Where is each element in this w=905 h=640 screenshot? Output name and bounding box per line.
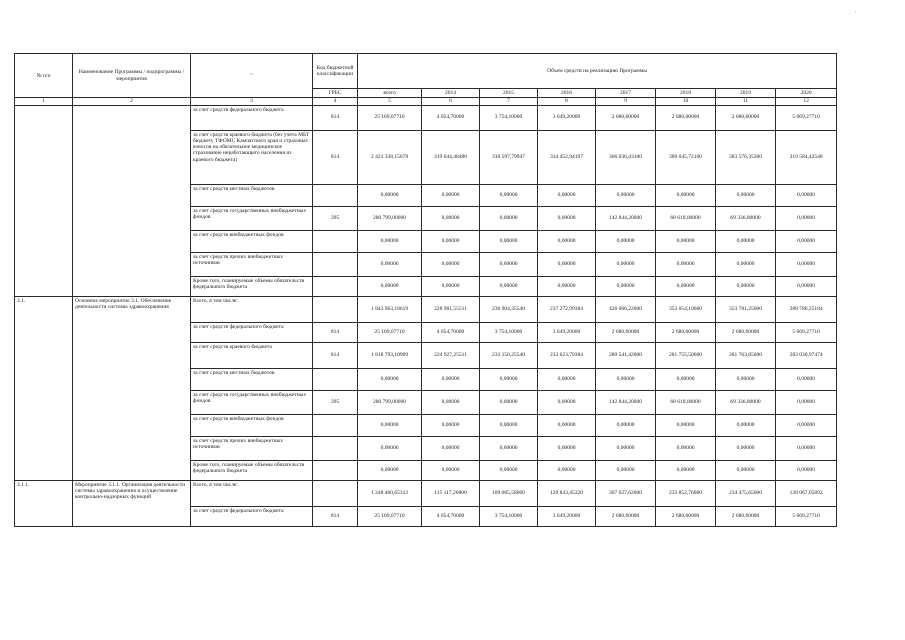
value-year: 142 844,20000: [596, 206, 656, 230]
value-year: 2 680,60000: [716, 506, 776, 526]
grbs-code: [313, 436, 358, 460]
value-year: 0,00000: [596, 230, 656, 252]
value-year: 0,00000: [716, 436, 776, 460]
value-year: 0,00000: [422, 276, 480, 296]
header-year: 2020: [776, 89, 837, 98]
value-year: 2 680,60000: [596, 105, 656, 130]
value-year: 0,00000: [480, 368, 538, 390]
funding-source: за счет средств федерального бюджета: [191, 322, 313, 342]
value-year: 0,00000: [538, 460, 596, 480]
value-year: 383 576,35300: [716, 130, 776, 184]
value-year: 2 680,60000: [656, 506, 716, 526]
value-year: 280 541,42000: [596, 342, 656, 368]
funding-source: Всего, в том числе:: [191, 296, 313, 322]
value-year: 5 669,27710: [776, 105, 837, 130]
funding-source: за счет средств прочих внебюджетных источников: [191, 252, 313, 276]
grbs-code: [313, 230, 358, 252]
value-total: 280 799,00000: [358, 206, 422, 230]
column-number: 4: [313, 98, 358, 105]
value-year: 0,00000: [538, 252, 596, 276]
value-total: 0,00000: [358, 414, 422, 436]
value-total: 25 169,07710: [358, 506, 422, 526]
value-year: 3 754,10000: [480, 105, 538, 130]
value-year: 0,00000: [776, 460, 837, 480]
value-year: 281 763,85000: [716, 342, 776, 368]
value-year: 0,00000: [596, 184, 656, 206]
value-year: 0,00000: [422, 390, 480, 414]
funding-source: за счет средств государственных внебюджетных фондов: [191, 206, 313, 230]
column-number-row: [15, 98, 837, 105]
value-year: 353 054,10600: [656, 296, 716, 322]
value-year: 234 475,65000: [716, 480, 776, 506]
value-year: 0,00000: [776, 276, 837, 296]
value-year: 2 680,60000: [656, 105, 716, 130]
value-year: 115 117,26800: [422, 480, 480, 506]
value-total: 280 799,00000: [358, 390, 422, 414]
header-year: 2018: [656, 89, 716, 98]
grbs-code: 814: [313, 130, 358, 184]
column-number: 5: [358, 98, 422, 105]
value-year: 0,00000: [422, 368, 480, 390]
table-row: [15, 296, 837, 322]
program-funding-table: [14, 53, 837, 527]
row-number: 3.1.: [15, 296, 73, 480]
value-year: 0,00000: [596, 436, 656, 460]
funding-source: за счет средств федерального бюджета: [191, 105, 313, 130]
grbs-code: [313, 368, 358, 390]
value-year: 128 067,05892: [776, 480, 837, 506]
value-year: 4 054,70000: [422, 105, 480, 130]
value-total: 0,00000: [358, 368, 422, 390]
value-year: 0,00000: [538, 436, 596, 460]
header-year: 2014: [422, 89, 480, 98]
value-year: 2 680,60000: [596, 506, 656, 526]
value-total: 0,00000: [358, 252, 422, 276]
column-number: 3: [191, 98, 313, 105]
value-year: 0,00000: [480, 230, 538, 252]
value-year: 0,00000: [716, 276, 776, 296]
value-year: 353 781,25000: [716, 296, 776, 322]
value-year: 0,00000: [776, 184, 837, 206]
value-year: 2 680,60000: [716, 105, 776, 130]
value-year: 237 272,99384: [538, 296, 596, 322]
value-year: 0,00000: [776, 206, 837, 230]
funding-source: за счет средств федерального бюджета: [191, 506, 313, 526]
value-year: 0,00000: [538, 368, 596, 390]
funding-source: за счет средств прочих внебюджетных источников: [191, 436, 313, 460]
column-number: 6: [422, 98, 480, 105]
row-number: 3.1.1.: [15, 480, 73, 526]
value-total: 1 248 460,65312: [358, 480, 422, 506]
value-year: 236 904,35540: [480, 296, 538, 322]
value-year: 0,00000: [596, 276, 656, 296]
value-year: 0,00000: [716, 184, 776, 206]
value-year: 3 754,10000: [480, 506, 538, 526]
table-row: [15, 105, 837, 130]
value-year: 0,00000: [716, 460, 776, 480]
column-number: 2: [73, 98, 191, 105]
value-year: 0,00000: [480, 460, 538, 480]
value-year: 69 336,80000: [716, 390, 776, 414]
value-year: 0,00000: [422, 414, 480, 436]
value-total: 0,00000: [358, 460, 422, 480]
header-source: ": [191, 54, 313, 98]
value-year: 224 927,25511: [422, 342, 480, 368]
grbs-code: 395: [313, 206, 358, 230]
grbs-code: [313, 276, 358, 296]
header-year: 2017: [596, 89, 656, 98]
header-code: Код бюджетной классификации: [313, 54, 358, 89]
funding-source: за счет средств местных бюджетов: [191, 184, 313, 206]
funding-source: Кроме того, планируемые объемы обязательств федерального бюджета: [191, 460, 313, 480]
value-year: 0,00000: [538, 230, 596, 252]
value-year: 0,00000: [776, 414, 837, 436]
value-year: 233 852,76000: [656, 480, 716, 506]
value-total: 1 818 793,10909: [358, 342, 422, 368]
value-year: 69 336,80000: [716, 206, 776, 230]
row-name: Основное мероприятие 3.1. Обеспечение деятельности системы здравоохранения: [73, 296, 191, 480]
value-year: 288 780,25184: [776, 296, 837, 322]
value-year: 0,00000: [776, 390, 837, 414]
value-year: 281 755,50600: [656, 342, 716, 368]
corner-mark: .: [855, 8, 857, 14]
value-year: 2 680,60000: [596, 322, 656, 342]
value-year: 0,00000: [480, 184, 538, 206]
value-year: 0,00000: [422, 436, 480, 460]
grbs-code: 395: [313, 390, 358, 414]
value-year: 2 680,60000: [656, 322, 716, 342]
value-total: 1 843 963,18619: [358, 296, 422, 322]
value-year: 283 030,97474: [776, 342, 837, 368]
funding-source: за счет средств внебюджетных фондов: [191, 230, 313, 252]
funding-source: Всего, в том числе:: [191, 480, 313, 506]
value-year: 426 066,22000: [596, 296, 656, 322]
grbs-code: [313, 184, 358, 206]
funding-source: за счет средств внебюджетных фондов: [191, 414, 313, 436]
funding-source: за счет средств местных бюджетов: [191, 368, 313, 390]
header-volume: Объем средств на реализацию Программы: [358, 54, 837, 89]
column-number: 11: [716, 98, 776, 105]
header-total: всего: [358, 89, 422, 98]
value-total: 25 169,07710: [358, 322, 422, 342]
value-year: 2 680,60000: [716, 322, 776, 342]
grbs-code: [313, 460, 358, 480]
value-year: 0,00000: [480, 390, 538, 414]
row-name: Мероприятие 3.1.1. Организация деятельности системы здравоохранения и осуществление контрольно-надзорных функций: [73, 480, 191, 526]
value-year: 307 027,62000: [596, 480, 656, 506]
value-year: 0,00000: [480, 276, 538, 296]
value-year: 5 669,27710: [776, 322, 837, 342]
value-year: 0,00000: [422, 252, 480, 276]
header-year: 2015: [480, 89, 538, 98]
funding-source: за счет средств государственных внебюджетных фондов: [191, 390, 313, 414]
value-year: 0,00000: [656, 252, 716, 276]
value-year: 0,00000: [422, 206, 480, 230]
value-year: 233 150,25540: [480, 342, 538, 368]
value-year: 5 669,27710: [776, 506, 837, 526]
value-year: 68 618,00000: [656, 206, 716, 230]
value-year: 0,00000: [776, 252, 837, 276]
value-year: 3 649,20000: [538, 105, 596, 130]
column-number: 7: [480, 98, 538, 105]
value-year: 0,00000: [596, 368, 656, 390]
value-year: 0,00000: [480, 252, 538, 276]
value-year: 389 045,72100: [656, 130, 716, 184]
value-year: 3 649,20000: [538, 322, 596, 342]
value-year: 3 649,20000: [538, 506, 596, 526]
funding-source: Кроме того, планируемые объемы обязательств федерального бюджета: [191, 276, 313, 296]
value-year: 0,00000: [538, 276, 596, 296]
grbs-code: [313, 252, 358, 276]
column-number: 1: [15, 98, 73, 105]
value-year: 319 644,48486: [422, 130, 480, 184]
value-year: 109 085,58000: [480, 480, 538, 506]
value-year: 0,00000: [538, 206, 596, 230]
value-year: 0,00000: [716, 414, 776, 436]
value-total: 0,00000: [358, 436, 422, 460]
table-row: [15, 480, 837, 506]
row-number: [15, 105, 73, 296]
grbs-code: [313, 480, 358, 506]
row-name: [73, 105, 191, 296]
value-year: 0,00000: [596, 460, 656, 480]
value-year: 0,00000: [656, 368, 716, 390]
grbs-code: 814: [313, 506, 358, 526]
grbs-code: 814: [313, 322, 358, 342]
column-number: 10: [656, 98, 716, 105]
value-year: 4 054,70000: [422, 506, 480, 526]
value-year: 0,00000: [776, 368, 837, 390]
header-name: Наименование Программы / подпрограммы / мероприятия: [73, 54, 191, 98]
header-year: 2016: [538, 89, 596, 98]
value-year: 0,00000: [422, 184, 480, 206]
program-funding-table-sheet: [14, 53, 836, 527]
value-year: 0,00000: [716, 252, 776, 276]
value-year: 0,00000: [422, 460, 480, 480]
value-year: 228 981,55511: [422, 296, 480, 322]
value-total: 0,00000: [358, 230, 422, 252]
value-year: 0,00000: [538, 390, 596, 414]
value-year: 142 844,20000: [596, 390, 656, 414]
value-total: 2 421 338,15678: [358, 130, 422, 184]
header-year: 2019: [716, 89, 776, 98]
value-year: 0,00000: [656, 276, 716, 296]
column-number: 12: [776, 98, 837, 105]
value-year: 319 584,42548: [776, 130, 837, 184]
value-year: 0,00000: [656, 230, 716, 252]
value-year: 0,00000: [422, 230, 480, 252]
value-year: 0,00000: [776, 436, 837, 460]
value-year: 0,00000: [656, 436, 716, 460]
column-number: 9: [596, 98, 656, 105]
value-total: 25 169,07710: [358, 105, 422, 130]
value-year: 316 597,79947: [480, 130, 538, 184]
value-year: 0,00000: [716, 368, 776, 390]
header-row: [15, 54, 837, 89]
value-year: 0,00000: [656, 414, 716, 436]
grbs-code: [313, 414, 358, 436]
grbs-code: 814: [313, 342, 358, 368]
grbs-code: [313, 296, 358, 322]
value-year: 366 036,43100: [596, 130, 656, 184]
value-year: 0,00000: [716, 230, 776, 252]
value-year: 0,00000: [776, 230, 837, 252]
value-year: 4 054,70000: [422, 322, 480, 342]
value-year: 233 623,79384: [538, 342, 596, 368]
value-year: 120 843,45320: [538, 480, 596, 506]
value-year: 68 618,00000: [656, 390, 716, 414]
value-year: 0,00000: [596, 252, 656, 276]
value-total: 0,00000: [358, 184, 422, 206]
value-year: 334 452,94197: [538, 130, 596, 184]
column-number: 8: [538, 98, 596, 105]
value-year: 0,00000: [656, 460, 716, 480]
value-total: 0,00000: [358, 276, 422, 296]
value-year: 0,00000: [480, 436, 538, 460]
value-year: 3 754,10000: [480, 322, 538, 342]
funding-source: за счет средств краевого бюджета: [191, 342, 313, 368]
grbs-code: 814: [313, 105, 358, 130]
header-grbs: ГРБС: [313, 89, 358, 98]
value-year: 0,00000: [656, 184, 716, 206]
value-year: 0,00000: [538, 184, 596, 206]
funding-source: за счет средств краевого бюджета (без учета МБТ бюджету ТФОМС Камчатского края и страховых взносов на обязательное медицинское страхование неработающего населения из краевого бюджета): [191, 130, 313, 184]
value-year: 0,00000: [596, 414, 656, 436]
value-year: 0,00000: [538, 414, 596, 436]
value-year: 0,00000: [480, 414, 538, 436]
value-year: 0,00000: [480, 206, 538, 230]
header-number: № п/п: [15, 54, 73, 98]
